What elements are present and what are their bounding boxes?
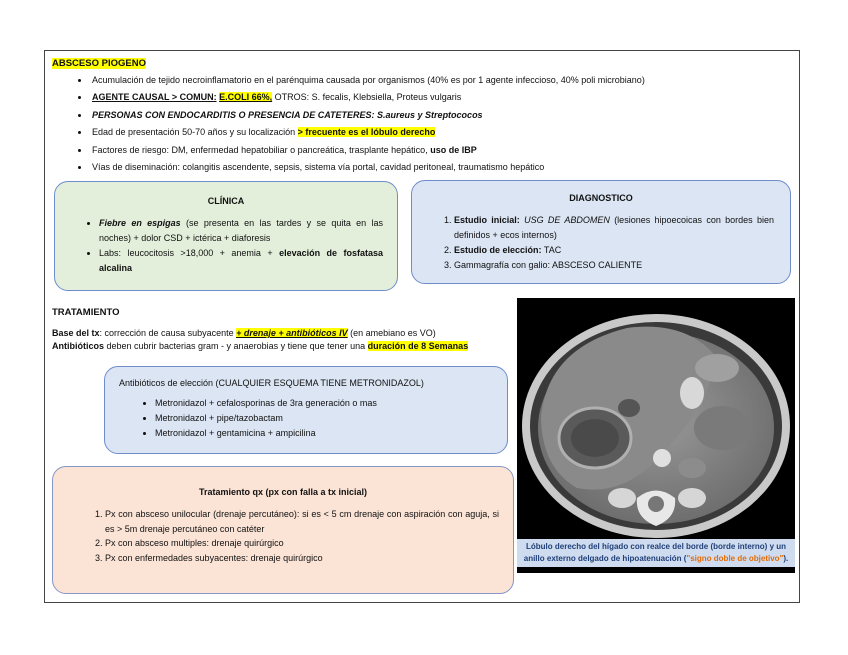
antibioticos-list (105, 396, 507, 441)
list-item: • Fiebre en espigas (se presenta en las tardes y se quita en las noches) + dolor CSD + ictérica + diaforesis (99, 216, 383, 246)
list-item: 2. Px con absceso multiples: drenaje quirúrgico (105, 536, 499, 551)
diagnostico-box (411, 180, 791, 284)
list-item: 2. Estudio de elección: TAC (454, 243, 774, 258)
ct-scan-graphic (517, 298, 795, 573)
tratamiento-title: TRATAMIENTO (52, 307, 120, 318)
list-item: 3. Px con enfermedades subyacentes: drenaje quirúrgico (105, 551, 499, 566)
tratamiento-text: Base del tx: corrección de causa subyacente + drenaje + antibióticos IV (en amebiano es VO) Antibióticos deben cubrir bacterias gram - y anaerobias y tiene que tener una duración de 8 Semanas (52, 328, 469, 351)
qx-title: Tratamiento qx (px con falla a tx inicial) (198, 487, 368, 497)
list-item: • AGENTE CAUSAL > COMUN: E.COLI 66%, OTROS: S. fecalis, Klebsiella, Proteus vulgaris (90, 89, 810, 106)
diagnostico-title: DIAGNOSTICO (569, 193, 633, 203)
antibioticos-box (104, 366, 508, 454)
page-title: ABSCESO PIOGENO (52, 58, 146, 69)
list-item: • Metronidazol + pipe/tazobactam (155, 411, 507, 426)
clinica-box (54, 181, 398, 291)
list-item: • Vías de diseminación: colangitis ascendente, sepsis, sistema vía portal, cavidad peritoneal, traumatismo hepático (90, 159, 810, 176)
list-item: • Metronidazol + gentamicina + ampicilina (155, 426, 507, 441)
ct-scan-image (517, 298, 795, 573)
antibioticos-head: Antibióticos de elección (CUALQUIER ESQUEMA TIENE METRONIDAZOL) (119, 378, 424, 388)
diagnostico-list (412, 213, 790, 273)
list-item: • PERSONAS CON ENDOCARDITIS O PRESENCIA DE CATETERES: S.aureus y Streptococos (90, 107, 810, 124)
list-item: • Edad de presentación 50-70 años y su localización > frecuente es el lóbulo derecho (90, 124, 810, 141)
intro-list (52, 72, 810, 176)
list-item: • Factores de riesgo: DM, enfermedad hepatobiliar o pancreática, trasplante hepático, uso de IBP (90, 142, 810, 159)
list-item: 1. Px con absceso unilocular (drenaje percutáneo): si es < 5 cm drenaje con aspiración con aguja, si es > 5m drenaje percutáneo con catéter (105, 507, 499, 536)
qx-box (52, 466, 514, 594)
list-item: • Metronidazol + cefalosporinas de 3ra generación o mas (155, 396, 507, 411)
list-item: • Labs: leucocitosis >18,000 + anemia + elevación de fosfatasa alcalina (99, 246, 383, 276)
list-item: 1. Estudio inicial: USG DE ABDOMEN (lesiones hipoecoicas con bordes bien definidos + ecos internos) (454, 213, 774, 243)
qx-list (53, 507, 513, 565)
list-item: 3. Gammagrafía con galio: ABSCESO CALIENTE (454, 258, 774, 273)
ct-caption: Lóbulo derecho del hígado con realce del borde (borde interno) y un anillo externo delgado de hipoatenuación ("signo doble de objetivo"). (517, 539, 795, 573)
clinica-list (55, 216, 397, 276)
list-item: • Acumulación de tejido necroinflamatorio en el parénquima causada por organismos (40% es por 1 agente infeccioso, 40% poli microbiano) (90, 72, 810, 89)
clinica-title: CLÍNICA (207, 196, 245, 206)
